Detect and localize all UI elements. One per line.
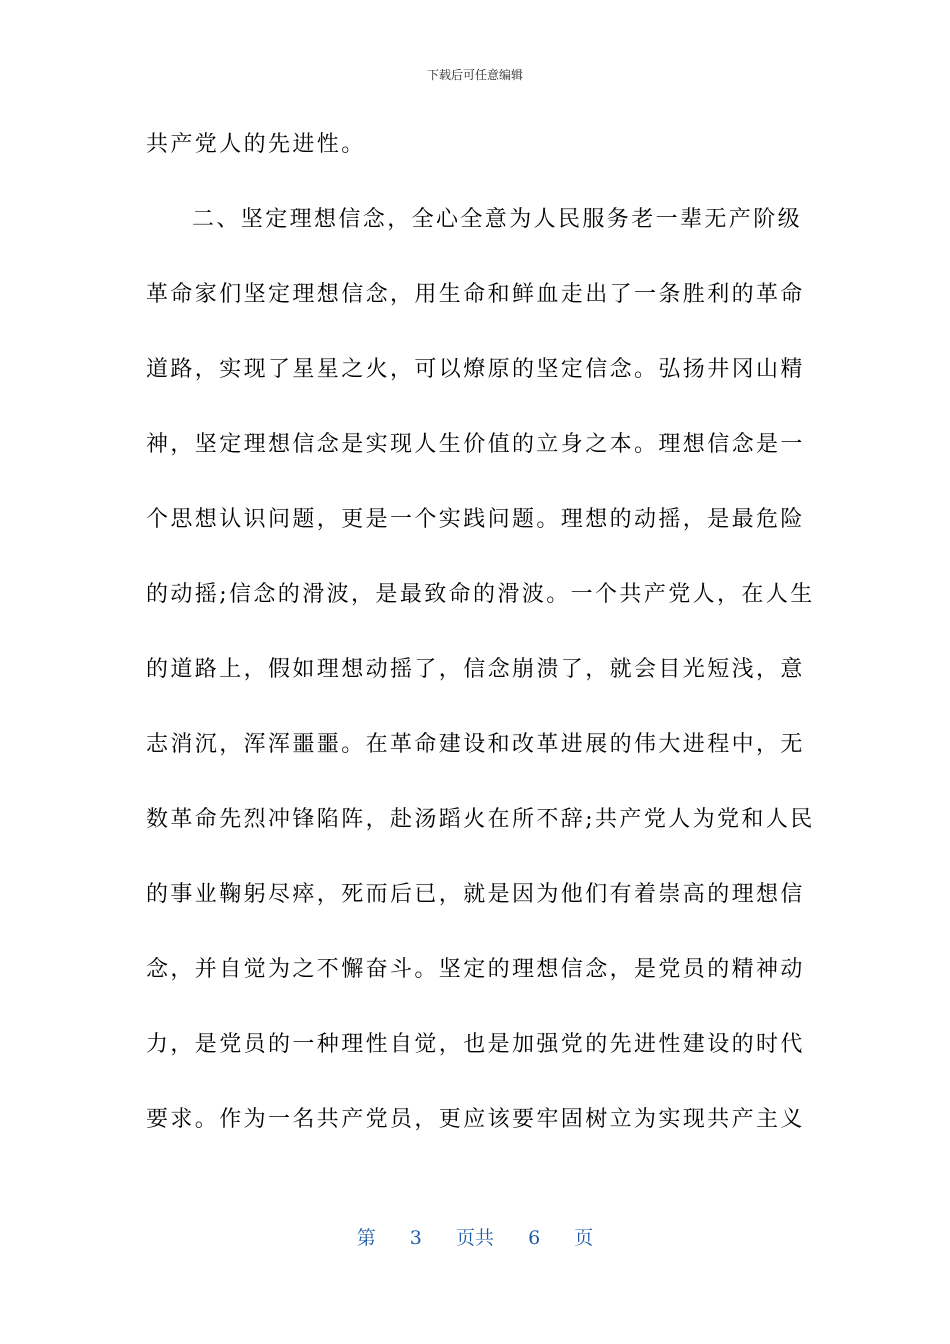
page-header-note: 下载后可任意编辑 [426, 68, 523, 82]
paragraph-line-6: 个思想认识问题，更是一个实践问题。理想的动摇，是最危险 [146, 507, 805, 532]
paragraph-line-1: 共产党人的先进性。 [146, 132, 366, 157]
footer-current-page: 3 [409, 1227, 422, 1249]
paragraph-line-4: 道路，实现了星星之火，可以燎原的坚定信念。弘扬井冈山精 [146, 357, 805, 382]
paragraph-line-2: 二、坚定理想信念，全心全意为人民服务老一辈无产阶级 [192, 207, 803, 232]
footer-prefix: 第 [356, 1227, 376, 1249]
paragraph-line-5: 神，坚定理想信念是实现人生价值的立身之本。理想信念是一 [146, 432, 805, 457]
paragraph-line-11: 的事业鞠躬尽瘁，死而后已，就是因为他们有着崇高的理想信 [146, 882, 805, 907]
page-footer [0, 1226, 950, 1250]
footer-total-pages: 6 [528, 1227, 541, 1249]
paragraph-line-10: 数革命先烈冲锋陷阵，赴汤蹈火在所不辞;共产党人为党和人民 [146, 807, 815, 832]
paragraph-line-3: 革命家们坚定理想信念，用生命和鲜血走出了一条胜利的革命 [146, 282, 805, 307]
document-body [146, 122, 815, 1172]
paragraph-line-7: 的动摇;信念的滑波，是最致命的滑波。一个共产党人，在人生 [146, 582, 815, 607]
paragraph-line-8: 的道路上，假如理想动摇了，信念崩溃了，就会目光短浅，意 [146, 657, 805, 682]
paragraph-line-12: 念，并自觉为之不懈奋斗。坚定的理想信念，是党员的精神动 [146, 957, 805, 982]
paragraph-line-13: 力，是党员的一种理性自觉，也是加强党的先进性建设的时代 [146, 1032, 805, 1057]
paragraph-line-9: 志消沉，浑浑噩噩。在革命建设和改革进展的伟大进程中，无 [146, 732, 805, 757]
footer-middle: 页共 [455, 1227, 494, 1249]
footer-suffix: 页 [574, 1227, 594, 1249]
paragraph-line-14: 要求。作为一名共产党员，更应该要牢固树立为实现共产主义 [146, 1107, 805, 1132]
